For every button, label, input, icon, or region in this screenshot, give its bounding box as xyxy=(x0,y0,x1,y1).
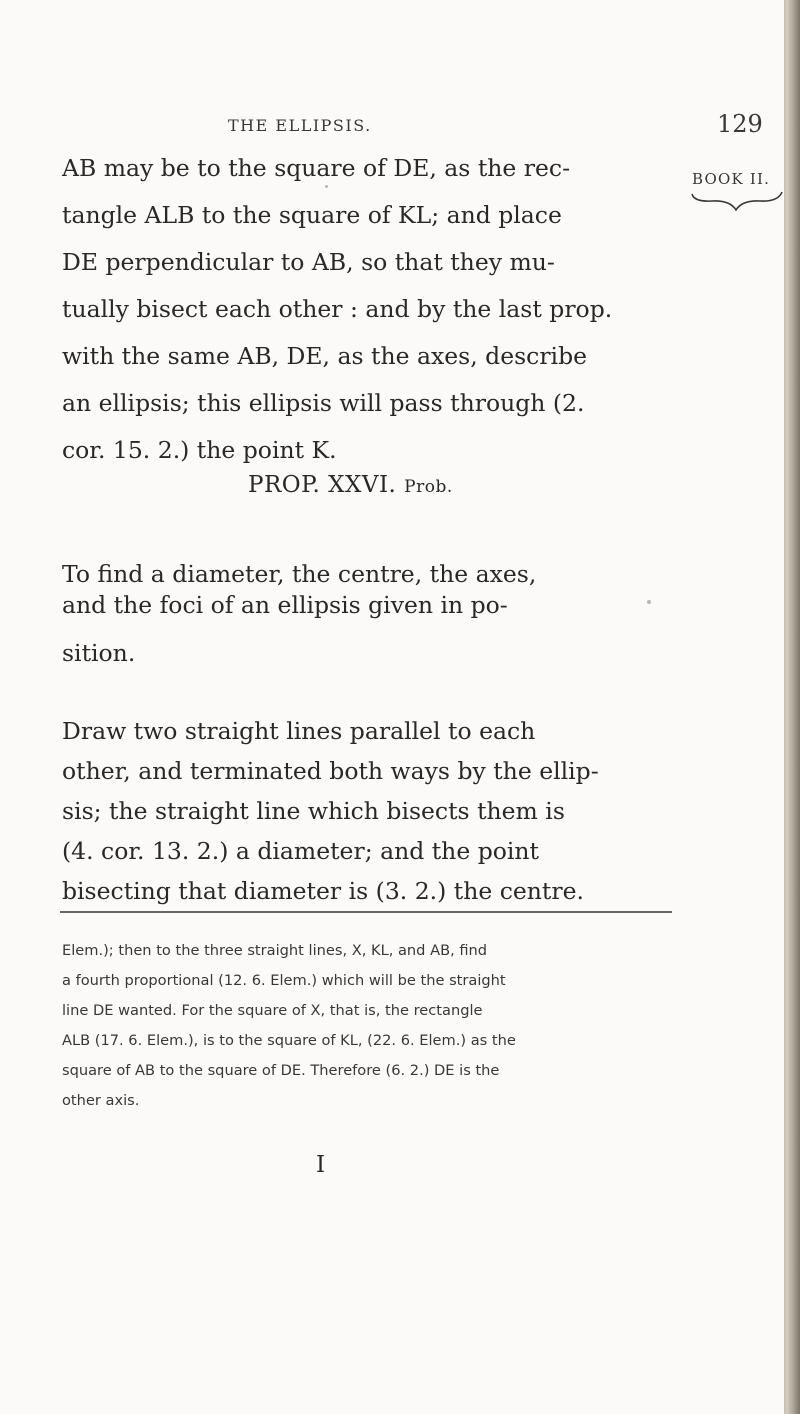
solution-line: (4. cor. 13. 2.) a diameter; and the point xyxy=(62,837,539,865)
footnote-line: square of AB to the square of DE. Therefore (6. 2.) DE is the xyxy=(62,1062,500,1079)
body-line: DE perpendicular to AB, so that they mu- xyxy=(62,248,555,276)
page-number: 129 xyxy=(717,110,763,138)
running-title: THE ELLIPSIS. xyxy=(228,116,372,135)
body-line: tually bisect each other : and by the last prop. xyxy=(62,295,613,323)
signature-mark: I xyxy=(316,1152,326,1178)
body-line: tangle ALB to the square of KL; and place xyxy=(62,201,562,229)
proposition-kind: Prob. xyxy=(404,477,453,497)
body-line: with the same AB, DE, as the axes, describe xyxy=(62,342,588,370)
proposition-label: PROP. XXVI. xyxy=(248,472,397,498)
margin-note: BOOK II. xyxy=(692,170,771,188)
footnote-rule xyxy=(60,911,672,913)
solution-line: bisecting that diameter is (3. 2.) the centre. xyxy=(62,877,584,905)
body-line: cor. 15. 2.) the point K. xyxy=(62,436,337,464)
statement-line: sition. xyxy=(62,639,136,667)
body-line: an ellipsis; this ellipsis will pass through (2. xyxy=(62,389,585,417)
footnote-line: other axis. xyxy=(62,1092,140,1109)
page-header xyxy=(0,110,800,140)
solution-line: Draw two straight lines parallel to each xyxy=(62,717,536,745)
paper-speck xyxy=(647,600,651,604)
margin-brace-icon xyxy=(690,190,790,216)
proposition-heading xyxy=(248,472,453,498)
footnote-line: Elem.); then to the three straight lines, X, KL, and AB, find xyxy=(62,942,488,959)
statement-line: and the foci of an ellipsis given in po- xyxy=(62,591,508,619)
paper-speck xyxy=(325,185,328,188)
solution-line: sis; the straight line which bisects them is xyxy=(62,797,565,825)
footnote-line: line DE wanted. For the square of X, that is, the rectangle xyxy=(62,1002,483,1019)
body-line: AB may be to the square of DE, as the rec- xyxy=(62,154,571,182)
footnote-line: a fourth proportional (12. 6. Elem.) which will be the straight xyxy=(62,972,506,989)
solution-line: other, and terminated both ways by the ellip- xyxy=(62,757,599,785)
statement-line: To find a diameter, the centre, the axes, xyxy=(62,560,537,588)
footnote-line: ALB (17. 6. Elem.), is to the square of KL, (22. 6. Elem.) as the xyxy=(62,1032,516,1049)
